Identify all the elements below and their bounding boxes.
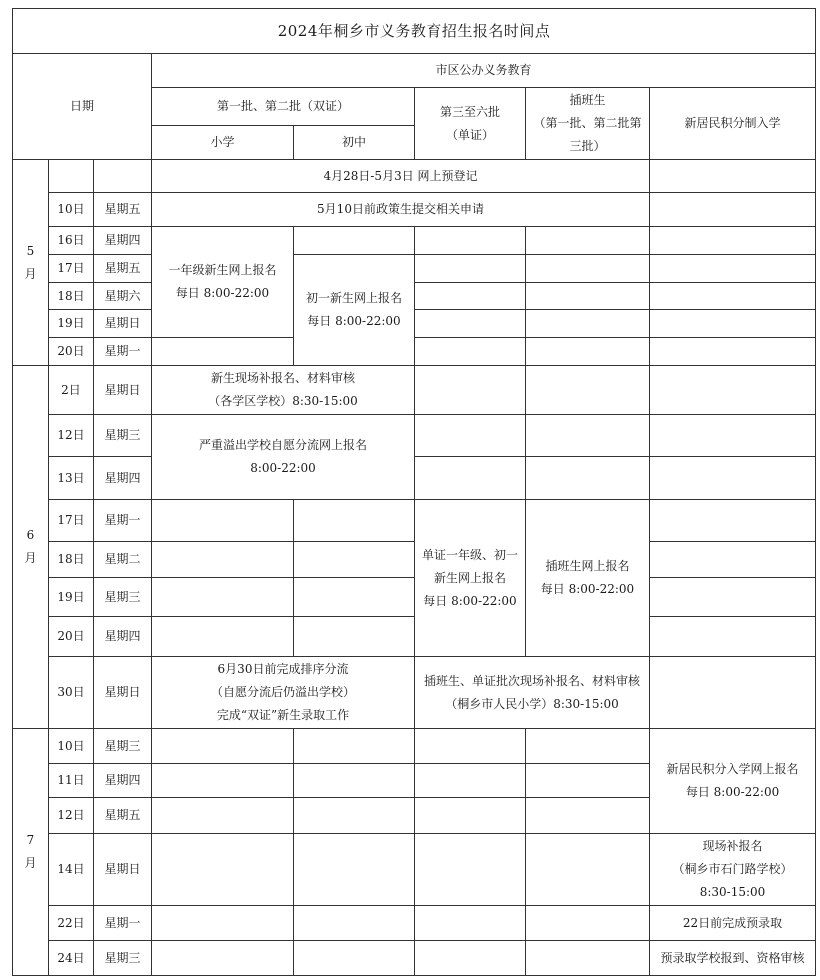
cell-empty	[526, 255, 650, 283]
cell-empty	[415, 415, 526, 457]
row-weekday: 星期日	[94, 310, 152, 338]
cell-empty	[526, 283, 650, 310]
row-day: 16日	[49, 227, 94, 255]
cell-empty	[650, 366, 816, 415]
cell-empty	[415, 729, 526, 764]
cell-empty	[526, 310, 650, 338]
row-day: 11日	[49, 764, 94, 798]
event-onsite-supplementary-registration: 新生现场补报名、材料审核 （各学区学校）8:30-15:00	[152, 366, 415, 415]
row-weekday: 星期二	[94, 542, 152, 578]
cell-empty	[294, 227, 415, 255]
event-transfer-online-registration: 插班生网上报名 每日 8:00-22:00	[526, 500, 650, 657]
row-day: 19日	[49, 310, 94, 338]
cell-empty	[526, 764, 650, 798]
month-jun: 6 月	[13, 366, 49, 729]
cell-empty	[294, 941, 415, 976]
header-date: 日期	[13, 54, 152, 160]
header-transfer: 插班生 （第一批、第二批第 三批）	[526, 88, 650, 160]
cell-empty	[650, 657, 816, 729]
row-day: 24日	[49, 941, 94, 976]
event-points-onsite-registration: 现场补报名 （桐乡市石门路学校） 8:30-15:00	[650, 834, 816, 906]
cell-empty	[526, 834, 650, 906]
month-may: 5 月	[13, 160, 49, 366]
row-weekday: 星期一	[94, 906, 152, 941]
cell-empty	[415, 338, 526, 366]
cell-empty	[294, 578, 415, 617]
cell-empty	[650, 617, 816, 657]
cell-empty	[526, 227, 650, 255]
row-day: 17日	[49, 500, 94, 542]
cell-empty	[152, 798, 294, 834]
cell-empty	[650, 193, 816, 227]
event-points-online-registration: 新居民积分入学网上报名 每日 8:00-22:00	[650, 729, 816, 834]
cell-empty	[415, 255, 526, 283]
cell-empty	[415, 941, 526, 976]
event-overflow-diversion-registration: 严重溢出学校自愿分流网上报名 8:00-22:00	[152, 415, 415, 500]
row-weekday: 星期六	[94, 283, 152, 310]
cell-empty	[152, 500, 294, 542]
row-weekday: 星期五	[94, 193, 152, 227]
row-weekday: 星期一	[94, 338, 152, 366]
cell-empty	[650, 283, 816, 310]
event-policy-application: 5月10日前政策生提交相关申请	[152, 193, 650, 227]
cell-empty	[415, 310, 526, 338]
cell-empty	[526, 415, 650, 457]
row-weekday: 星期三	[94, 941, 152, 976]
enrollment-schedule-table	[12, 8, 816, 976]
cell-empty	[650, 415, 816, 457]
event-points-pre-admission: 22日前完成预录取	[650, 906, 816, 941]
cell-empty	[650, 578, 816, 617]
cell-empty	[152, 578, 294, 617]
row-day: 18日	[49, 542, 94, 578]
cell-empty	[415, 764, 526, 798]
event-june30-admission-completion: 6月30日前完成排序分流 （自愿分流后仍溢出学校） 完成“双证”新生录取工作	[152, 657, 415, 729]
cell-empty	[152, 542, 294, 578]
row-day: 20日	[49, 617, 94, 657]
cell-empty	[294, 764, 415, 798]
cell-empty	[415, 227, 526, 255]
header-primary: 小学	[152, 126, 294, 160]
row-day: 20日	[49, 338, 94, 366]
cell-empty	[526, 729, 650, 764]
row-weekday: 星期四	[94, 764, 152, 798]
cell-empty	[650, 310, 816, 338]
cell-empty	[415, 283, 526, 310]
cell-empty	[526, 798, 650, 834]
header-junior: 初中	[294, 126, 415, 160]
cell-empty	[526, 338, 650, 366]
row-day: 10日	[49, 729, 94, 764]
row-day: 12日	[49, 415, 94, 457]
row-day: 17日	[49, 255, 94, 283]
header-points-admission: 新居民积分制入学	[650, 88, 816, 160]
header-batch-3-6: 第三至六批 （单证）	[415, 88, 526, 160]
cell-empty	[415, 906, 526, 941]
cell-empty	[650, 338, 816, 366]
cell-empty	[294, 500, 415, 542]
row-weekday: 星期五	[94, 798, 152, 834]
row-day: 30日	[49, 657, 94, 729]
cell-empty	[152, 764, 294, 798]
month-jul: 7 月	[13, 729, 49, 976]
event-points-checkin: 预录取学校报到、资格审核	[650, 941, 816, 976]
row-weekday: 星期三	[94, 415, 152, 457]
row-weekday: 星期四	[94, 457, 152, 500]
cell-empty	[294, 798, 415, 834]
cell-empty	[152, 941, 294, 976]
cell-empty	[294, 617, 415, 657]
header-batch-1-2: 第一批、第二批（双证）	[152, 88, 415, 126]
cell-empty	[650, 160, 816, 193]
cell-empty	[526, 906, 650, 941]
row-weekday	[94, 160, 152, 193]
cell-empty	[294, 542, 415, 578]
cell-empty	[152, 834, 294, 906]
row-day	[49, 160, 94, 193]
cell-empty	[415, 798, 526, 834]
event-single-cert-online-registration: 单证一年级、初一 新生网上报名 每日 8:00-22:00	[415, 500, 526, 657]
row-weekday: 星期日	[94, 834, 152, 906]
cell-empty	[415, 457, 526, 500]
event-transfer-onsite-registration: 插班生、单证批次现场补报名、材料审核 （桐乡市人民小学）8:30-15:00	[415, 657, 650, 729]
event-grade1-online-registration: 一年级新生网上报名 每日 8:00-22:00	[152, 227, 294, 338]
row-day: 14日	[49, 834, 94, 906]
event-preregistration: 4月28日-5月3日 网上预登记	[152, 160, 650, 193]
row-weekday: 星期三	[94, 578, 152, 617]
row-day: 22日	[49, 906, 94, 941]
cell-empty	[152, 906, 294, 941]
cell-empty	[650, 457, 816, 500]
page-title: 2024年桐乡市义务教育招生报名时间点	[13, 9, 816, 54]
row-weekday: 星期四	[94, 617, 152, 657]
row-day: 10日	[49, 193, 94, 227]
cell-empty	[152, 729, 294, 764]
cell-empty	[415, 834, 526, 906]
cell-empty	[526, 366, 650, 415]
row-weekday: 星期五	[94, 255, 152, 283]
row-day: 12日	[49, 798, 94, 834]
row-day: 2日	[49, 366, 94, 415]
cell-empty	[650, 500, 816, 542]
row-day: 19日	[49, 578, 94, 617]
cell-empty	[526, 941, 650, 976]
cell-empty	[415, 366, 526, 415]
cell-empty	[650, 227, 816, 255]
row-day: 13日	[49, 457, 94, 500]
row-day: 18日	[49, 283, 94, 310]
row-weekday: 星期一	[94, 500, 152, 542]
cell-empty	[650, 255, 816, 283]
cell-empty	[294, 906, 415, 941]
row-weekday: 星期三	[94, 729, 152, 764]
row-weekday: 星期日	[94, 366, 152, 415]
cell-empty	[152, 617, 294, 657]
event-junior1-online-registration: 初一新生网上报名 每日 8:00-22:00	[294, 255, 415, 366]
row-weekday: 星期日	[94, 657, 152, 729]
row-weekday: 星期四	[94, 227, 152, 255]
cell-empty	[650, 542, 816, 578]
cell-empty	[152, 338, 294, 366]
cell-empty	[294, 729, 415, 764]
header-public-edu: 市区公办义务教育	[152, 54, 816, 88]
cell-empty	[294, 834, 415, 906]
cell-empty	[526, 457, 650, 500]
